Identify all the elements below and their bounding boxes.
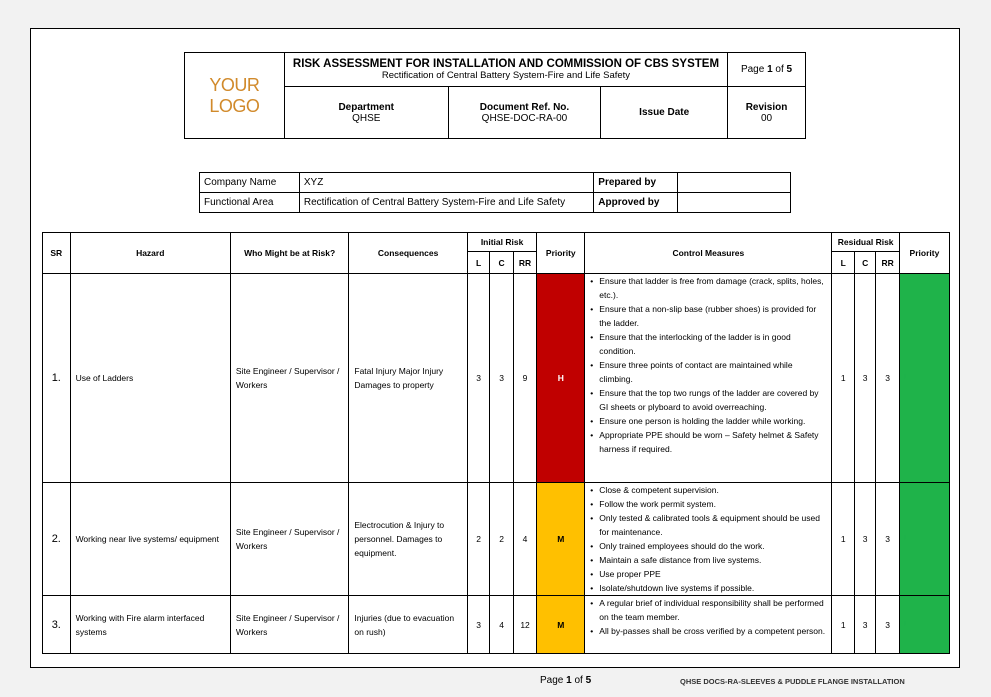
- row-controls: [585, 483, 832, 596]
- control-item: • Follow the work permit system.: [589, 497, 827, 511]
- row-hazard: Working with Fire alarm interfaced systems: [70, 596, 230, 654]
- row-c: 3: [490, 274, 513, 483]
- row-who: Site Engineer / Supervisor / Workers: [230, 483, 348, 596]
- control-item: • Ensure one person is holding the ladder while working.: [589, 414, 827, 428]
- row-sr: 3.: [43, 596, 71, 654]
- title-cell: [284, 53, 727, 87]
- row-residual-rr: 3: [876, 274, 900, 483]
- table-row: [43, 483, 950, 596]
- row-residual-rr: 3: [876, 596, 900, 654]
- col-residual-rr: RR: [876, 252, 900, 274]
- row-consequences: Fatal Injury Major Injury Damages to property: [349, 274, 467, 483]
- col-residual-c: C: [854, 252, 875, 274]
- row-residual-c: 3: [854, 274, 875, 483]
- col-c: C: [490, 252, 513, 274]
- document-title: RISK ASSESSMENT FOR INSTALLATION AND COMMISSION OF CBS SYSTEM: [292, 58, 720, 70]
- footer-page-indicator: Page 1 of 5: [540, 675, 592, 686]
- row-residual-priority: L: [899, 274, 949, 483]
- control-item: • Ensure three points of contact are maintained while climbing.: [589, 358, 827, 386]
- row-controls: [585, 274, 832, 483]
- revision-cell: Revision 00: [728, 87, 806, 139]
- row-l: 2: [467, 483, 489, 596]
- row-priority: H: [537, 274, 585, 483]
- control-item: • Maintain a safe distance from live systems.: [589, 553, 827, 567]
- row-l: 3: [467, 274, 489, 483]
- row-controls: [585, 596, 832, 654]
- col-who: Who Might be at Risk?: [230, 233, 348, 274]
- control-item: • Ensure that a non-slip base (rubber shoes) is provided for the ladder.: [589, 302, 827, 330]
- row-priority: M: [537, 483, 585, 596]
- document-subtitle: Rectification of Central Battery System-Fire and Life Safety: [381, 70, 631, 81]
- row-rr: 4: [513, 483, 537, 596]
- row-rr: 12: [513, 596, 537, 654]
- control-item: • Ensure that the top two rungs of the ladder are covered by GI sheets or plyboard to avoid overreaching.: [589, 386, 827, 414]
- col-initial-risk: Initial Risk: [467, 233, 536, 252]
- page-indicator: Page 1 of 5: [728, 53, 806, 87]
- row-residual-l: 1: [832, 483, 854, 596]
- control-item: • Ensure that ladder is free from damage (crack, splits, holes, etc.).: [589, 274, 827, 302]
- row-l: 3: [467, 596, 489, 654]
- row-residual-c: 3: [854, 483, 875, 596]
- row-sr: 2.: [43, 483, 71, 596]
- row-residual-l: 1: [832, 596, 854, 654]
- row-residual-l: 1: [832, 274, 854, 483]
- row-residual-priority: L: [899, 483, 949, 596]
- control-item: • Only trained employees should do the work.: [589, 539, 827, 553]
- approved-label: Approved by: [594, 193, 678, 213]
- document-header: [184, 52, 806, 139]
- document-page: [30, 28, 960, 668]
- area-value: Rectification of Central Battery System-Fire and Life Safety: [299, 193, 593, 213]
- company-value: XYZ: [299, 173, 593, 193]
- prepared-value: [678, 173, 791, 193]
- col-rr: RR: [513, 252, 537, 274]
- department-cell: Department QHSE: [284, 87, 448, 139]
- col-priority-residual: Priority: [899, 233, 949, 274]
- col-control: Control Measures: [585, 233, 832, 274]
- info-table: [199, 172, 791, 213]
- approved-value: [678, 193, 791, 213]
- row-hazard: Use of Ladders: [70, 274, 230, 483]
- row-who: Site Engineer / Supervisor / Workers: [230, 596, 348, 654]
- control-item: • Isolate/shutdown live systems if possible.: [589, 581, 827, 595]
- row-residual-priority: L: [899, 596, 949, 654]
- prepared-label: Prepared by: [594, 173, 678, 193]
- table-row: [43, 274, 950, 483]
- col-priority: Priority: [537, 233, 585, 274]
- control-item: • Use proper PPE: [589, 567, 827, 581]
- footer-doc-label: QHSE DOCS-RA-SLEEVES & PUDDLE FLANGE INSTALLATION: [680, 677, 905, 686]
- row-consequences: Injuries (due to evacuation on rush): [349, 596, 467, 654]
- row-priority: M: [537, 596, 585, 654]
- row-rr: 9: [513, 274, 537, 483]
- area-label: Functional Area: [200, 193, 300, 213]
- control-item: • Appropriate PPE should be worn – Safety helmet & Safety harness if required.: [589, 428, 827, 456]
- control-item: • All by-passes shall be cross verified by a competent person.: [589, 624, 827, 638]
- risk-table: [42, 232, 950, 654]
- row-who: Site Engineer / Supervisor / Workers: [230, 274, 348, 483]
- control-item: • Only tested & calibrated tools & equipment should be used for maintenance.: [589, 511, 827, 539]
- col-residual-risk: Residual Risk: [832, 233, 899, 252]
- control-item: • A regular brief of individual responsibility shall be performed on the team member.: [589, 596, 827, 624]
- table-row: [43, 596, 950, 654]
- control-item: • Close & competent supervision.: [589, 483, 827, 497]
- col-hazard: Hazard: [70, 233, 230, 274]
- row-consequences: Electrocution & Injury to personnel. Damages to equipment.: [349, 483, 467, 596]
- control-item: • Ensure that the interlocking of the ladder is in good condition.: [589, 330, 827, 358]
- logo-cell: [185, 53, 285, 139]
- col-l: L: [467, 252, 489, 274]
- issue-date-cell: Issue Date: [601, 87, 728, 139]
- row-residual-c: 3: [854, 596, 875, 654]
- col-residual-l: L: [832, 252, 854, 274]
- row-residual-rr: 3: [876, 483, 900, 596]
- row-hazard: Working near live systems/ equipment: [70, 483, 230, 596]
- company-label: Company Name: [200, 173, 300, 193]
- row-c: 2: [490, 483, 513, 596]
- row-c: 4: [490, 596, 513, 654]
- col-consequences: Consequences: [349, 233, 467, 274]
- row-sr: 1.: [43, 274, 71, 483]
- col-sr: SR: [43, 233, 71, 274]
- logo: YOUR LOGO: [209, 74, 260, 116]
- docref-cell: Document Ref. No. QHSE-DOC-RA-00: [448, 87, 601, 139]
